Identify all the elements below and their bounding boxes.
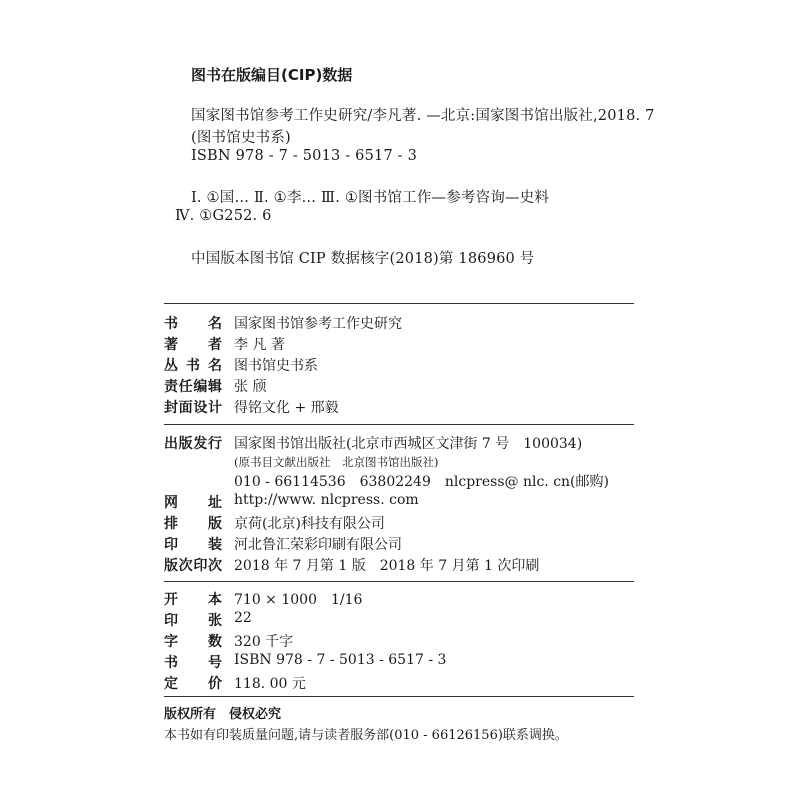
cip-subject-line: Ⅰ. ①国… Ⅱ. ①李… Ⅲ. ①图书馆工作—参考咨询—史料 — [191, 190, 550, 206]
editor-value: 张 颀 — [234, 379, 267, 395]
sheets-value: 22 — [234, 610, 252, 626]
isbn-value: ISBN 978 - 7 - 5013 - 6517 - 3 — [234, 652, 447, 668]
cip-classification-line: Ⅳ. ①G252. 6 — [175, 208, 272, 224]
cip-series-line: (图书馆史书系) — [191, 130, 291, 146]
price-value: 118. 00 元 — [234, 676, 306, 692]
publisher-contact: 010 - 66114536 63802249 nlcpress@ nlc. cn(邮购) — [234, 474, 609, 490]
website-value: http://www. nlcpress. com — [234, 492, 419, 508]
publisher-value: 国家图书馆出版社(北京市西城区文津街 7 号 100034) — [234, 436, 583, 452]
word-count-value: 320 千字 — [234, 634, 294, 650]
divider — [164, 581, 634, 582]
divider — [164, 696, 634, 697]
format-label: 开 本 — [164, 592, 222, 608]
series-value: 图书馆史书系 — [234, 358, 318, 374]
printing-label: 印 装 — [164, 537, 222, 553]
format-value: 710 × 1000 1/16 — [234, 592, 363, 608]
edition-value: 2018 年 7 月第 1 版 2018 年 7 月第 1 次印刷 — [234, 558, 540, 574]
cover-design-label: 封面设计 — [164, 400, 222, 416]
author-value: 李 凡 著 — [234, 337, 285, 353]
editor-label: 责任编辑 — [164, 379, 222, 395]
quality-notice: 本书如有印装质量问题,请与读者服务部(010 - 66126156)联系调换。 — [164, 728, 568, 743]
cip-bibliographic-line: 国家图书馆参考工作史研究/李凡著. —北京:国家图书馆出版社,2018. 7 — [191, 108, 655, 124]
divider — [164, 303, 634, 304]
book-title-label: 书 名 — [164, 316, 222, 332]
cip-isbn-line: ISBN 978 - 7 - 5013 - 6517 - 3 — [191, 148, 418, 164]
divider — [164, 424, 634, 425]
series-label: 丛书名 — [164, 358, 222, 374]
typesetting-value: 京荷(北京)科技有限公司 — [234, 516, 385, 532]
copyright-heading: 版权所有 侵权必究 — [164, 707, 282, 722]
price-label: 定 价 — [164, 676, 222, 692]
typesetting-label: 排 版 — [164, 516, 222, 532]
cover-design-value: 得铭文化 + 邢毅 — [234, 400, 339, 416]
website-label: 网 址 — [164, 495, 222, 511]
printing-value: 河北鲁汇荣彩印刷有限公司 — [234, 537, 402, 553]
author-label: 著 者 — [164, 337, 222, 353]
publisher-label: 出版发行 — [164, 436, 222, 452]
isbn-label: 书 号 — [164, 655, 222, 671]
edition-label: 版次印次 — [164, 558, 222, 574]
word-count-label: 字 数 — [164, 634, 222, 650]
publisher-note: (原书目文献出版社 北京图书馆出版社) — [234, 455, 439, 469]
cip-number-line: 中国版本图书馆 CIP 数据核字(2018)第 186960 号 — [191, 251, 535, 267]
book-title-value: 国家图书馆参考工作史研究 — [234, 316, 402, 332]
sheets-label: 印 张 — [164, 613, 222, 629]
cip-heading: 图书在版编目(CIP)数据 — [191, 66, 353, 84]
